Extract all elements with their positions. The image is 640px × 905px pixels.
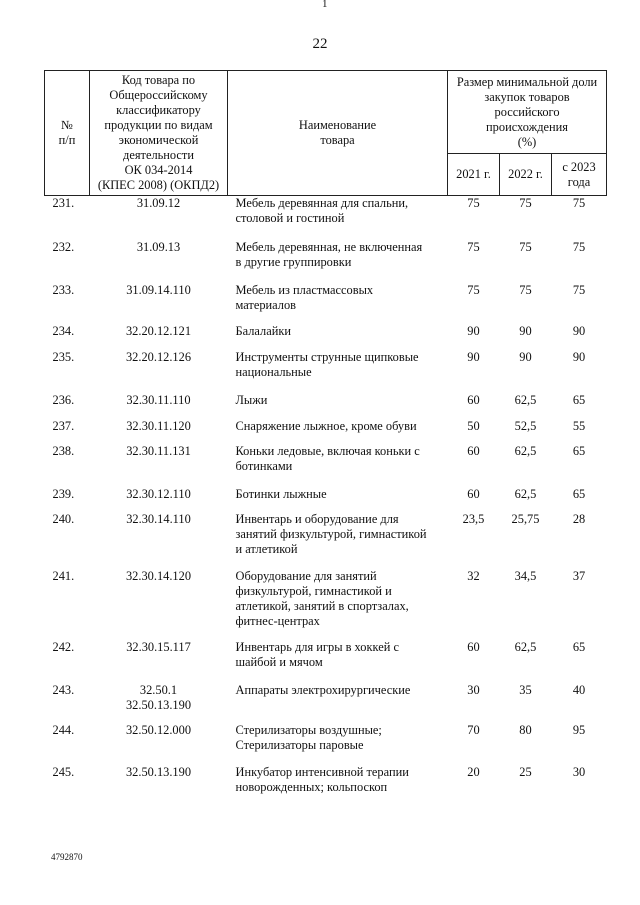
row-number: 236.	[52, 392, 75, 407]
row-value-2022: 52,5	[514, 418, 537, 433]
row-number: 242.	[52, 639, 75, 654]
row-number: 237.	[52, 418, 75, 433]
table-row	[45, 512, 607, 569]
table-header	[45, 71, 607, 196]
row-value-2021: 75	[467, 282, 480, 297]
table-row	[45, 444, 607, 487]
row-value-2021: 30	[467, 682, 480, 697]
row-code: 32.20.12.126	[125, 349, 192, 364]
row-value-2022: 75	[519, 282, 532, 297]
row-number: 239.	[52, 486, 75, 501]
table-row	[45, 419, 607, 444]
row-number: 243.	[52, 682, 75, 697]
row-value-2022: 75	[519, 196, 532, 210]
row-number: 238.	[52, 443, 75, 458]
row-value-2021: 90	[467, 323, 480, 338]
row-value-2022: 25	[519, 764, 532, 779]
row-value-2021: 75	[467, 196, 480, 210]
row-value-2022: 62,5	[514, 639, 537, 654]
header-share-group: Размер минимальной доли закупок товаров российского происхождения (%)	[448, 71, 607, 154]
row-value-2023: 65	[572, 486, 586, 501]
row-code: 32.30.11.120	[126, 418, 191, 433]
row-value-2021: 90	[467, 349, 480, 364]
row-value-2021: 23,5	[462, 511, 485, 526]
row-code: 32.50.13.190	[125, 764, 192, 779]
row-value-2022: 90	[519, 349, 532, 364]
row-value-2023: 65	[572, 443, 586, 458]
row-code: 32.30.11.110	[126, 392, 191, 407]
row-code: 32.30.12.110	[126, 486, 191, 501]
row-name: Инвентарь для игры в хоккей с шайбой и мячом	[235, 639, 399, 669]
row-name: Инкубатор интенсивной терапии новорожденных; кольпоскоп	[235, 764, 409, 794]
row-value-2023: 75	[572, 239, 586, 254]
table-row	[45, 683, 607, 723]
row-code: 32.30.11.131	[126, 443, 191, 458]
row-name: Инструменты струнные щипковые национальные	[235, 349, 419, 379]
row-value-2023: 30	[572, 764, 586, 779]
row-value-2023: 95	[572, 722, 586, 737]
row-name: Ботинки лыжные	[235, 486, 327, 501]
row-code: 31.09.13	[136, 239, 181, 254]
table-row	[45, 487, 607, 512]
row-name: Оборудование для занятий физкультурой, гимнастикой и атлетикой, занятий в спортзалах, фитнес-центрах	[235, 568, 409, 628]
row-value-2023: 90	[572, 323, 586, 338]
row-value-2022: 75	[519, 239, 532, 254]
document-id: 4792870	[51, 852, 83, 862]
row-value-2021: 60	[467, 443, 480, 458]
row-number: 234.	[52, 323, 75, 338]
table-row	[45, 723, 607, 765]
row-value-2021: 32	[467, 568, 480, 583]
row-value-2023: 40	[572, 682, 586, 697]
row-value-2021: 60	[467, 639, 480, 654]
table-row	[45, 640, 607, 683]
row-code: 31.09.12	[136, 196, 181, 210]
page-number: 22	[312, 36, 328, 52]
row-code: 31.09.14.110	[126, 282, 191, 297]
row-code: 32.50.12.000	[125, 722, 192, 737]
header-2023: с 2023 года	[552, 154, 607, 196]
row-value-2022: 35	[519, 682, 532, 697]
header-code: Код товара по Общероссийскому классификатору продукции по видам экономической деятельности ОК 034-2014 (КПЕС 2008) (ОКПД2)	[90, 71, 228, 196]
row-value-2023: 55	[572, 418, 586, 433]
row-value-2022: 34,5	[514, 568, 537, 583]
table-row	[45, 569, 607, 640]
row-value-2022: 90	[519, 323, 532, 338]
table-row	[45, 283, 607, 324]
table-row	[45, 240, 607, 283]
row-value-2023: 90	[572, 349, 586, 364]
row-number: 235.	[52, 349, 75, 364]
row-value-2022: 62,5	[514, 486, 537, 501]
row-name: Снаряжение лыжное, кроме обуви	[235, 418, 417, 433]
row-number: 245.	[52, 764, 75, 779]
row-name: Балалайки	[235, 323, 291, 338]
table-row	[45, 196, 607, 240]
row-number: 231.	[52, 196, 75, 210]
row-value-2022: 25,75	[511, 511, 540, 526]
row-number: 241.	[52, 568, 75, 583]
row-number: 244.	[52, 722, 75, 737]
row-code: 32.30.15.117	[126, 639, 191, 654]
row-value-2021: 75	[467, 239, 480, 254]
table-row	[45, 393, 607, 419]
row-name: Мебель из пластмассовых материалов	[235, 282, 374, 312]
row-number: 240.	[52, 511, 75, 526]
goods-table	[44, 70, 607, 806]
row-value-2023: 65	[572, 639, 586, 654]
top-mark: 1	[322, 0, 328, 10]
table-body	[45, 196, 607, 806]
row-name: Мебель деревянная, не включенная в другие группировки	[235, 239, 423, 269]
header-num: № п/п	[45, 71, 90, 196]
row-value-2023: 75	[572, 282, 586, 297]
row-name: Инвентарь и оборудование для занятий физкультурой, гимнастикой и атлетикой	[235, 511, 427, 556]
row-value-2021: 70	[467, 722, 480, 737]
row-value-2021: 50	[467, 418, 480, 433]
row-name: Стерилизаторы воздушные; Стерилизаторы паровые	[235, 722, 382, 752]
row-value-2023: 75	[572, 196, 586, 210]
row-number: 232.	[52, 239, 75, 254]
row-value-2022: 62,5	[514, 392, 537, 407]
row-value-2021: 60	[467, 486, 480, 501]
row-code: 32.30.14.120	[125, 568, 192, 583]
row-value-2023: 28	[572, 511, 586, 526]
row-name: Коньки ледовые, включая коньки с ботинками	[235, 443, 420, 473]
row-code: 32.50.1 32.50.13.190	[125, 682, 192, 712]
row-value-2021: 60	[467, 392, 480, 407]
row-code: 32.20.12.121	[125, 323, 192, 338]
table-row	[45, 324, 607, 350]
row-name: Аппараты электрохирургические	[235, 682, 411, 697]
row-number: 233.	[52, 282, 75, 297]
row-value-2023: 65	[572, 392, 586, 407]
table-row	[45, 350, 607, 393]
header-name: Наименование товара	[228, 71, 448, 196]
row-name: Мебель деревянная для спальни, столовой и гостиной	[235, 196, 409, 225]
row-value-2023: 37	[572, 568, 586, 583]
row-value-2022: 62,5	[514, 443, 537, 458]
row-value-2021: 20	[467, 764, 480, 779]
header-2022: 2022 г.	[500, 154, 552, 196]
row-value-2022: 80	[519, 722, 532, 737]
header-2021: 2021 г.	[448, 154, 500, 196]
row-code: 32.30.14.110	[126, 511, 191, 526]
table-row	[45, 765, 607, 806]
row-name: Лыжи	[235, 392, 268, 407]
